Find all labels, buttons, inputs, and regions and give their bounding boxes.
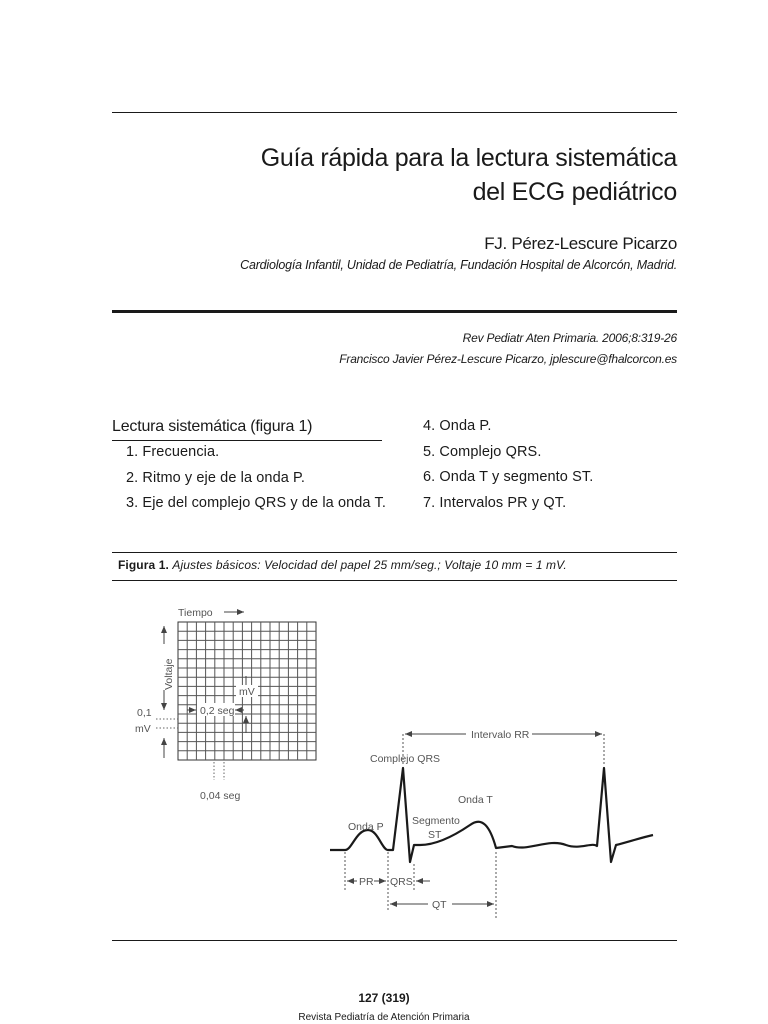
author-affiliation: Cardiología Infantil, Unidad de Pediatría, Fundación Hospital de Alcorcón, Madrid. — [240, 258, 677, 272]
article-title-line2: del ECG pediátrico — [472, 178, 677, 206]
section-title: Lectura sistemática (figura 1) — [112, 418, 313, 435]
list-item: 7. Intervalos PR y QT. — [423, 494, 567, 511]
top-rule — [112, 112, 677, 113]
figure-top-rule — [112, 552, 677, 553]
list-right — [423, 414, 593, 516]
figure-caption-text: Ajustes básicos: Velocidad del papel 25 mm/seg.; Voltaje 10 mm = 1 mV. — [172, 558, 567, 572]
seg02-label: 0,2 seg — [200, 705, 235, 717]
onda-p-label: Onda P — [348, 821, 384, 833]
thick-rule — [112, 310, 677, 313]
footer-journal: Revista Pediatría de Atención Primaria — [298, 1012, 470, 1023]
list-item: 4. Onda P. — [423, 418, 492, 434]
tiempo-label: Tiempo — [178, 607, 213, 619]
list-item: 2. Ritmo y eje de la onda P. — [126, 469, 306, 486]
pr-label: PR — [359, 876, 374, 888]
page-number: 127 (319) — [358, 991, 410, 1005]
seg004-label: 0,04 seg — [200, 790, 241, 802]
qt-label: QT — [432, 899, 447, 911]
figure-caption — [118, 558, 567, 572]
article-title-line1: Guía rápida para la lectura sistemática — [260, 144, 677, 172]
mv-label: mV — [239, 686, 255, 698]
qrs-label: QRS — [390, 876, 413, 888]
st-label: ST — [428, 829, 442, 841]
figure-label: Figura 1. — [118, 558, 169, 572]
figure-caption-rule — [112, 580, 677, 581]
onda-t-label: Onda T — [458, 794, 493, 806]
contact-info: Francisco Javier Pérez-Lescure Picarzo, jplescure@fhalcorcon.es — [339, 352, 677, 366]
journal-citation: Rev Pediatr Aten Primaria. 2006;8:319-26 — [462, 331, 677, 345]
mv01-label-b: mV — [135, 723, 151, 735]
ecg-figure — [0, 590, 768, 920]
voltaje-label: Voltaje — [163, 658, 175, 690]
qrs-complex-label: Complejo QRS — [370, 753, 441, 765]
list-left — [126, 440, 386, 517]
list-item: 3. Eje del complejo QRS y de la onda T. — [126, 495, 386, 511]
mv01-label-a: 0,1 — [137, 707, 152, 719]
list-item: 5. Complejo QRS. — [423, 443, 542, 460]
list-item: 6. Onda T y segmento ST. — [423, 469, 594, 485]
segmento-label: Segmento — [412, 815, 460, 827]
list-item: 1. Frecuencia. — [126, 444, 220, 460]
bottom-rule — [112, 940, 677, 941]
rr-label: Intervalo RR — [471, 729, 530, 741]
ecg-trace — [330, 768, 653, 862]
author-name: FJ. Pérez-Lescure Picarzo — [484, 234, 677, 253]
